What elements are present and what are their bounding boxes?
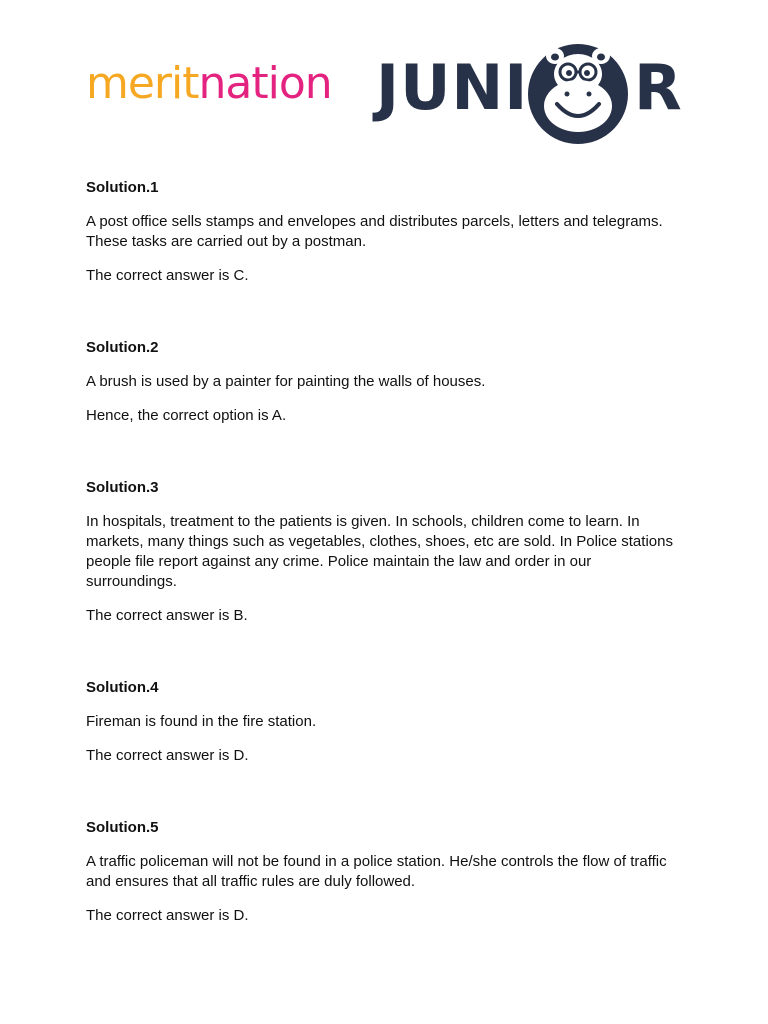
solution-block-4 (86, 678, 686, 766)
solution-block-2 (86, 338, 686, 426)
solution-title: Solution.2 (86, 339, 159, 356)
solution-title: Solution.1 (86, 179, 159, 196)
logo-nation-text: nation (198, 58, 332, 109)
solution-block-1 (86, 178, 686, 286)
solution-title: Solution.3 (86, 479, 159, 496)
solution-text: In hospitals, treatment to the patients is given. In schools, children come to learn. In markets, many things such as vegetables, clothes, shoes, etc are sold. In Police stations people file report against any crime. Police maintain the law and order in our surroundings. (86, 513, 673, 590)
solutions-list (86, 178, 686, 978)
logo-merit-text: merit (86, 58, 199, 109)
solution-answer: The correct answer is D. (86, 747, 249, 764)
solution-text: A brush is used by a painter for painting the walls of houses. (86, 373, 486, 390)
solution-title: Solution.4 (86, 679, 159, 696)
logo-junior-text: JUNI (376, 51, 529, 124)
solution-title: Solution.5 (86, 819, 159, 836)
meritnation-logo (86, 52, 332, 116)
solution-block-3 (86, 478, 686, 626)
solution-text: A post office sells stamps and envelopes and distributes parcels, letters and telegrams. These tasks are carried out by a postman. (86, 213, 663, 250)
solution-answer: Hence, the correct option is A. (86, 407, 287, 424)
solution-answer: The correct answer is C. (86, 267, 249, 284)
solution-text: A traffic policeman will not be found in a police station. He/she controls the flow of traffic and ensures that all traffic rules are duly followed. (86, 853, 667, 890)
solution-block-5 (86, 818, 686, 926)
logo-junior-r-text: R (634, 51, 682, 124)
solution-answer: The correct answer is B. (86, 607, 248, 624)
solution-answer: The correct answer is D. (86, 907, 249, 924)
page-header (86, 38, 686, 148)
hippo-mascot-icon (523, 36, 633, 146)
solution-text: Fireman is found in the fire station. (86, 713, 317, 730)
